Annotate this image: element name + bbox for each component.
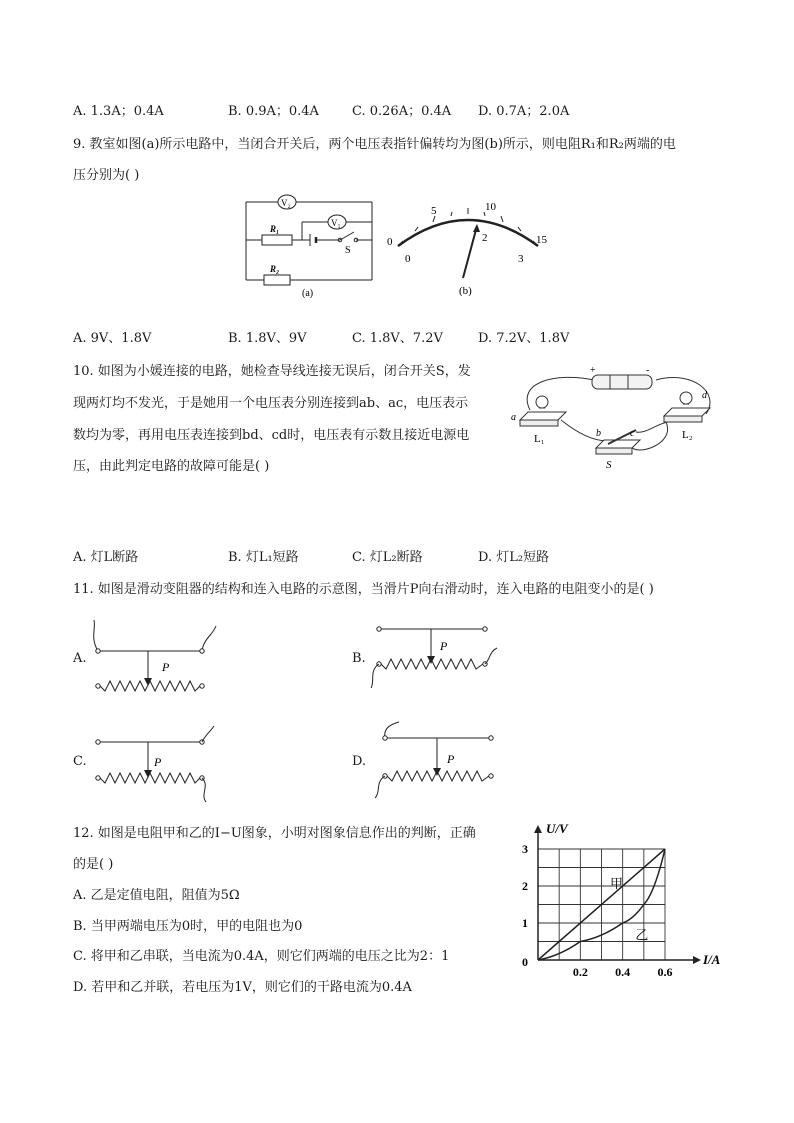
meter-bottom-0: 0 xyxy=(405,253,411,265)
q11-rheostat-c xyxy=(86,722,221,804)
q8-option-a: A. 1.3A；0.4A xyxy=(73,104,164,119)
q12-option-c: C. 将甲和乙串联，当电流为0.4A，则它们两端的电压之比为2：1 xyxy=(73,949,450,964)
q9-stem-line2: 压分别为( ) xyxy=(73,168,140,183)
meter-needle xyxy=(463,226,477,278)
battery-minus-label: - xyxy=(646,365,650,376)
meter-top-10: 10 xyxy=(485,201,496,213)
q10-option-b: B. 灯L₁短路 xyxy=(228,550,299,565)
r2-label: R₂ xyxy=(270,264,280,274)
q8-option-c: C. 0.26A；0.4A xyxy=(352,104,452,119)
q12-stem-line1: 12. 如图是电阻甲和乙的I−U图象，小明对图象信息作出的判断，正确 xyxy=(73,826,476,841)
q11-label-d: D. xyxy=(352,754,367,769)
q9-circuit-figure-a xyxy=(240,190,380,300)
point-a-label: a xyxy=(511,412,516,423)
q10-stem-line4: 压，由此判定电路的故障可能是( ) xyxy=(73,459,270,474)
iu-graph-chart xyxy=(508,818,728,980)
q8-option-d: D. 0.7A；2.0A xyxy=(478,104,570,119)
q10-option-a: A. 灯L断路 xyxy=(73,550,139,565)
figure-a-caption: (a) xyxy=(302,288,314,299)
meter-top-5: 5 xyxy=(431,205,437,217)
q12-stem-line2: 的是( ) xyxy=(73,857,114,872)
q9-meter-figure-b xyxy=(385,198,555,298)
q9-option-d: D. 7.2V、1.8V xyxy=(478,331,570,346)
y-tick-label: 1 xyxy=(522,916,528,930)
slider-p-label: P xyxy=(440,639,448,653)
switch-s-label: S xyxy=(606,459,612,471)
q8-option-b: B. 0.9A；0.4A xyxy=(228,104,319,119)
meter-bottom-3: 3 xyxy=(518,253,524,265)
q9-option-a: A. 9V、1.8V xyxy=(73,331,152,346)
y-tick-label: 3 xyxy=(522,842,528,856)
y-axis-label: U/V xyxy=(546,821,568,836)
lamp-l2-icon xyxy=(680,392,692,404)
lamp-l2-label: L₂ xyxy=(682,429,693,441)
slider-p-label: P xyxy=(162,660,170,674)
q11-label-b: B. xyxy=(352,651,366,666)
lamp-l1-icon xyxy=(536,396,548,408)
v1-label: V₁ xyxy=(331,218,341,228)
q12-option-d: D. 若甲和乙并联，若电压为1V，则它们的干路电流为0.4A xyxy=(73,980,412,995)
origin-label: 0 xyxy=(522,955,528,969)
battery-plus-label: + xyxy=(590,365,596,376)
series-yi-label: 乙 xyxy=(635,927,649,943)
q11-rheostat-b xyxy=(365,620,505,692)
q10-stem-line3: 数均为零，再用电压表连接到bd、cd时，电压表有示数且接近电源电 xyxy=(73,428,470,443)
switch-s-label: S xyxy=(345,245,351,256)
x-tick-label: 0.6 xyxy=(657,965,673,979)
q11-stem: 11. 如图是滑动变阻器的结构和连入电路的示意图，当滑片P向右滑动时，连入电路的电阻变小的是( ) xyxy=(73,582,654,597)
q11-rheostat-d xyxy=(365,718,505,802)
y-tick-label: 2 xyxy=(522,879,528,893)
slider-p-label: P xyxy=(447,752,455,766)
q10-option-d: D. 灯L₂短路 xyxy=(478,550,550,565)
v2-label: V₂ xyxy=(281,198,291,208)
q9-stem-line1: 9. 教室如图(a)所示电路中，当闭合开关后，两个电压表指针偏转均为图(b)所示，则电阻R₁和R₂两端的电 xyxy=(73,137,676,152)
lamp-l1-label: L₁ xyxy=(534,433,545,445)
point-c-label: c xyxy=(630,428,635,439)
y-axis-arrow-icon xyxy=(534,825,542,833)
x-tick-label: 0.2 xyxy=(572,965,588,979)
q10-option-c: C. 灯L₂断路 xyxy=(352,550,423,565)
x-axis-arrow-icon xyxy=(693,956,701,964)
meter-top-15: 15 xyxy=(536,234,547,246)
q9-option-c: C. 1.8V、7.2V xyxy=(352,331,443,346)
meter-top-0: 0 xyxy=(387,236,393,248)
q12-option-b: B. 当甲两端电压为0时，甲的电阻也为0 xyxy=(73,919,303,934)
q9-option-b: B. 1.8V、9V xyxy=(228,331,307,346)
x-tick-label: 0.4 xyxy=(615,965,631,979)
q11-rheostat-a xyxy=(86,618,221,700)
q11-label-a: A. xyxy=(73,651,87,666)
series-jia-label: 甲 xyxy=(609,875,623,891)
q10-stem-line2: 现两灯均不发光，于是她用一个电压表分别连接到ab、ac，电压表示 xyxy=(73,396,469,411)
q10-circuit-figure xyxy=(506,362,726,480)
x-axis-label: I/A xyxy=(703,952,721,967)
figure-b-caption: (b) xyxy=(459,285,472,297)
meter-bottom-2: 2 xyxy=(482,232,488,244)
slider-p-label: P xyxy=(154,755,162,769)
q10-stem-line1: 10. 如图为小媛连接的电路，她检查导线连接无误后，闭合开关S，发 xyxy=(73,364,471,379)
r1-label: R₁ xyxy=(270,224,280,234)
point-b-label: b xyxy=(596,428,601,439)
q11-label-c: C. xyxy=(73,754,87,769)
point-d-label: d xyxy=(702,390,707,401)
q12-option-a: A. 乙是定值电阻，阻值为5Ω xyxy=(73,888,240,903)
